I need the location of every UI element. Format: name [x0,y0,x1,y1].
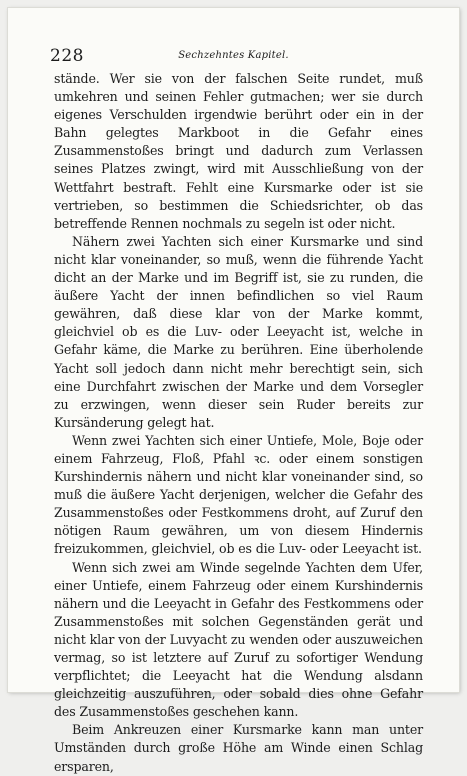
body-text [54,70,423,776]
running-head: Sechzehntes Kapitel. [178,50,289,61]
page-header [50,46,417,66]
paragraph: Wenn sich zwei am Winde segelnde Yachten dem Ufer, einer Untiefe, einem Fahrzeug oder einem Kurshindernis nähern und die Leeyacht in Gefahr des Festkommens oder Zusammenstoßes mit solchen Gegenständen gerät und nicht klar von der Luvyacht zu wenden oder auszuweichen vermag, so ist letztere auf Zuruf zu sofortiger Wendung verpflichtet; die Leeyacht hat die Wendung alsdann gleichzeitig auszuführen, oder sobald dies ohne Gefahr des Zusammenstoßes geschehen kann. [54,559,423,720]
paragraph-continued: stände. Wer sie von der falschen Seite rundet, muß umkehren und seinen Fehler gutmachen; wer sie durch eigenes Verschulden irgendwie berührt oder ein in der Bahn gelegtes Markboot in die Gefahr eines Zusammenstoßes bringt und dadurch zum Verlassen seines Platzes zwingt, wird mit Ausschließung von der Wettfahrt bestraft. Fehlt eine Kursmarke oder ist sie vertrieben, so bestimmen die Schiedsrichter, ob das betreffende Rennen nochmals zu segeln ist oder nicht. [54,71,423,231]
paragraph: Nähern zwei Yachten sich einer Kursmarke und sind nicht klar voneinander, so muß, wenn die führende Yacht dicht an der Marke und im Begriff ist, sie zu runden, die äußere Yacht der innen befindlichen so viel Raum gewähren, daß diese klar von der Marke kommt, gleichviel ob es die Luv- oder Leeyacht ist, welche in Gefahr käme, die Marke zu berühren. Eine überholende Yacht soll jedoch dann nicht mehr berechtigt sein, sich eine Durchfahrt zwischen der Marke und dem Vorsegler zu erzwingen, wenn dieser sein Ruder bereits zur Kursänderung gelegt hat. [54,233,423,430]
book-page [8,8,459,774]
paragraph: Beim Ankreuzen einer Kursmarke kann man unter Umständen durch große Höhe am Winde einen Schlag ersparen, [54,722,423,774]
page-number: 228 [50,46,84,66]
paragraph: Wenn zwei Yachten sich einer Untiefe, Mole, Boje oder einem Fahrzeug, Floß, Pfahl ꝛc. oder einem sonstigen Kurshindernis nähern und nicht klar voneinander sind, so muß die äußere Yacht derjenigen, welcher die Gefahr des Zusammenstoßes oder Festkommens droht, auf Zuruf den nötigen Raum gewähren, um von diesem Hindernis freizukommen, gleichviel, ob es die Luv- oder Leeyacht ist. [54,432,423,557]
